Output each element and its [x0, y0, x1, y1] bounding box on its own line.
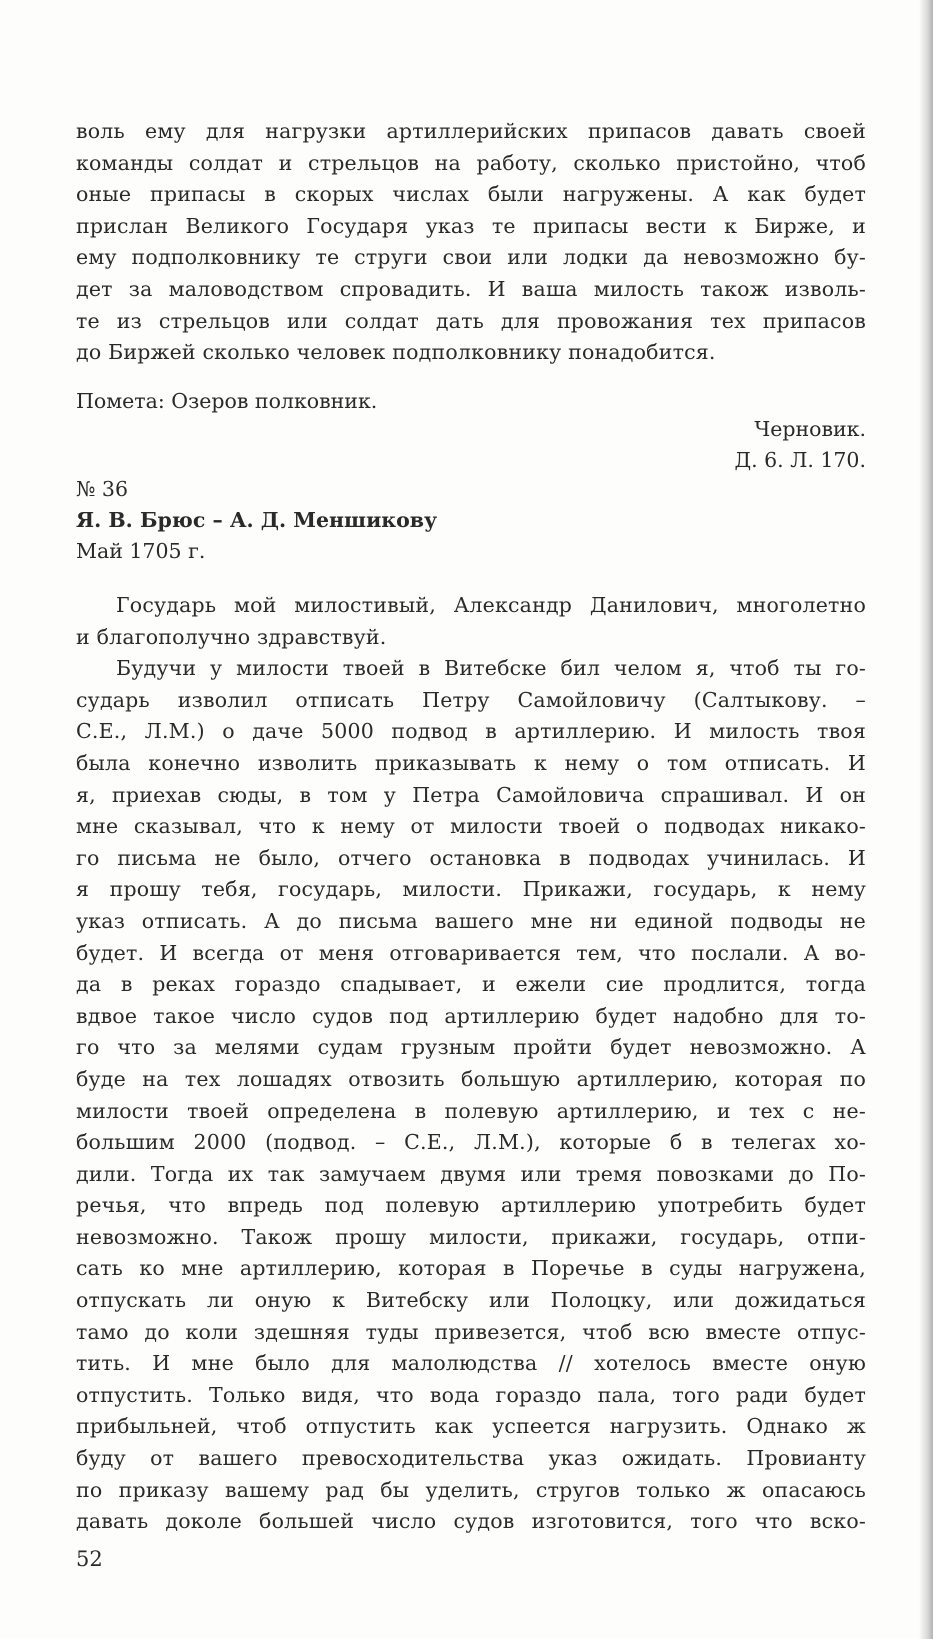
- note-mark: Помета: Озеров полковник.: [76, 389, 378, 413]
- text-line: те из стрельцов или солдат дать для провожания тех припасов: [76, 308, 866, 333]
- text-line: прислан Великого Государя указ те припасы вести к Бирже, и: [76, 213, 866, 238]
- text-line: сударь изволил отписать Петру Самойловичу (Салтыкову. –: [76, 687, 866, 712]
- text-line: я, приехав сюды, в том у Петра Самойловича спрашивал. И он: [76, 782, 866, 807]
- text-line: буде на тех лошадях отвозить большую артиллерию, которая по: [76, 1066, 866, 1091]
- document-number: № 36: [76, 477, 129, 501]
- text-line: и благополучно здравствуй.: [76, 624, 387, 649]
- document-date: Май 1705 г.: [76, 539, 206, 563]
- page-edge-shadow: [919, 0, 933, 1639]
- text-line: по приказу вашему рад бы уделить, стругов только ж опасаюсь: [76, 1477, 866, 1502]
- text-line: мне сказывал, что к нему от милости твоей о подводах никако-: [76, 814, 866, 839]
- text-line: ему подполковнику те струги свои или лодки да невозможно бу-: [76, 245, 866, 270]
- text-line: большим 2000 (подвод. – С.Е., Л.М.), которые б в телегах хо-: [76, 1130, 866, 1155]
- text-line: С.Е., Л.М.) о даче 5000 подвод в артиллерию. И милость твоя: [76, 719, 866, 744]
- file-sheet-reference: Д. 6. Л. 170.: [734, 448, 866, 472]
- continuation-paragraph: [76, 116, 866, 369]
- document-header: [76, 474, 437, 567]
- text-line: команды солдат и стрельцов на работу, сколько пристойно, чтоб: [76, 150, 866, 175]
- letter-body: [76, 590, 866, 1538]
- text-line: тамо до коли здешняя туды привезется, чтоб всю вместе отпус-: [76, 1319, 866, 1344]
- text-line: да в реках гораздо спадывает, и ежели сие продлится, тогда: [76, 972, 866, 997]
- text-line: воль ему для нагрузки артиллерийских припасов давать своей: [76, 119, 866, 143]
- text-line: прибыльней, чтоб отпустить как успеется нагрузить. Однако ж: [76, 1414, 866, 1439]
- text-line: указ отписать. А до письма вашего мне ни единой подводы не: [76, 908, 866, 933]
- text-line: была конечно изволить приказывать к нему о том отписать. И: [76, 750, 866, 775]
- text-line: го что за мелями судам грузным пройти будет невозможно. А: [76, 1035, 866, 1060]
- text-line: сать ко мне артиллерию, которая в Поречье в суды нагружена,: [76, 1256, 866, 1281]
- page-number: 52: [76, 1547, 103, 1571]
- text-line: оные припасы в скорых числах были нагружены. А как будет: [76, 182, 866, 207]
- text-line: милости твоей определена в полевую артиллерию, и тех с не-: [76, 1098, 866, 1123]
- draft-label: Черновик.: [754, 417, 866, 441]
- text-line: речья, что впредь под полевую артиллерию употребить будет: [76, 1193, 866, 1218]
- archive-reference: [734, 414, 866, 476]
- text-line: дили. Тогда их так замучаем двумя или тремя повозками до По-: [76, 1161, 866, 1186]
- text-line: тить. И мне было для малолюдства // хотелось вместе оную: [76, 1351, 866, 1376]
- text-line: давать доколе большей число судов изготовится, того что вско-: [76, 1509, 866, 1534]
- text-line: невозможно. Також прошу милости, прикажи, государь, отпи-: [76, 1224, 866, 1249]
- text-line: до Биржей сколько человек подполковнику понадобится.: [76, 340, 716, 365]
- text-line: Будучи у милости твоей в Витебске бил челом я, чтоб ты го-: [116, 656, 866, 681]
- text-line: го письма не было, отчего остановка в подводах учинилась. И: [76, 845, 866, 870]
- text-line: дет за маловодством спровадить. И ваша милость також изволь-: [76, 276, 866, 301]
- text-line: вдвое такое число судов под артиллерию будет надобно для то-: [76, 1003, 866, 1028]
- text-line: отпускать ли оную к Витебску или Полоцку, или дожидаться: [76, 1288, 866, 1313]
- text-line: отпустить. Только видя, что вода гораздо пала, того ради будет: [76, 1382, 866, 1407]
- text-line: буду от вашего превосходительства указ ожидать. Провианту: [76, 1446, 866, 1471]
- document-title: Я. В. Брюс – А. Д. Меншикову: [76, 508, 438, 532]
- text-line: Государь мой милостивый, Александр Данилович, многолетно: [116, 593, 866, 617]
- text-line: я прошу тебя, государь, милости. Прикажи, государь, к нему: [76, 877, 866, 902]
- text-line: будет. И всегда от меня отговаривается тем, что послали. А во-: [76, 940, 866, 965]
